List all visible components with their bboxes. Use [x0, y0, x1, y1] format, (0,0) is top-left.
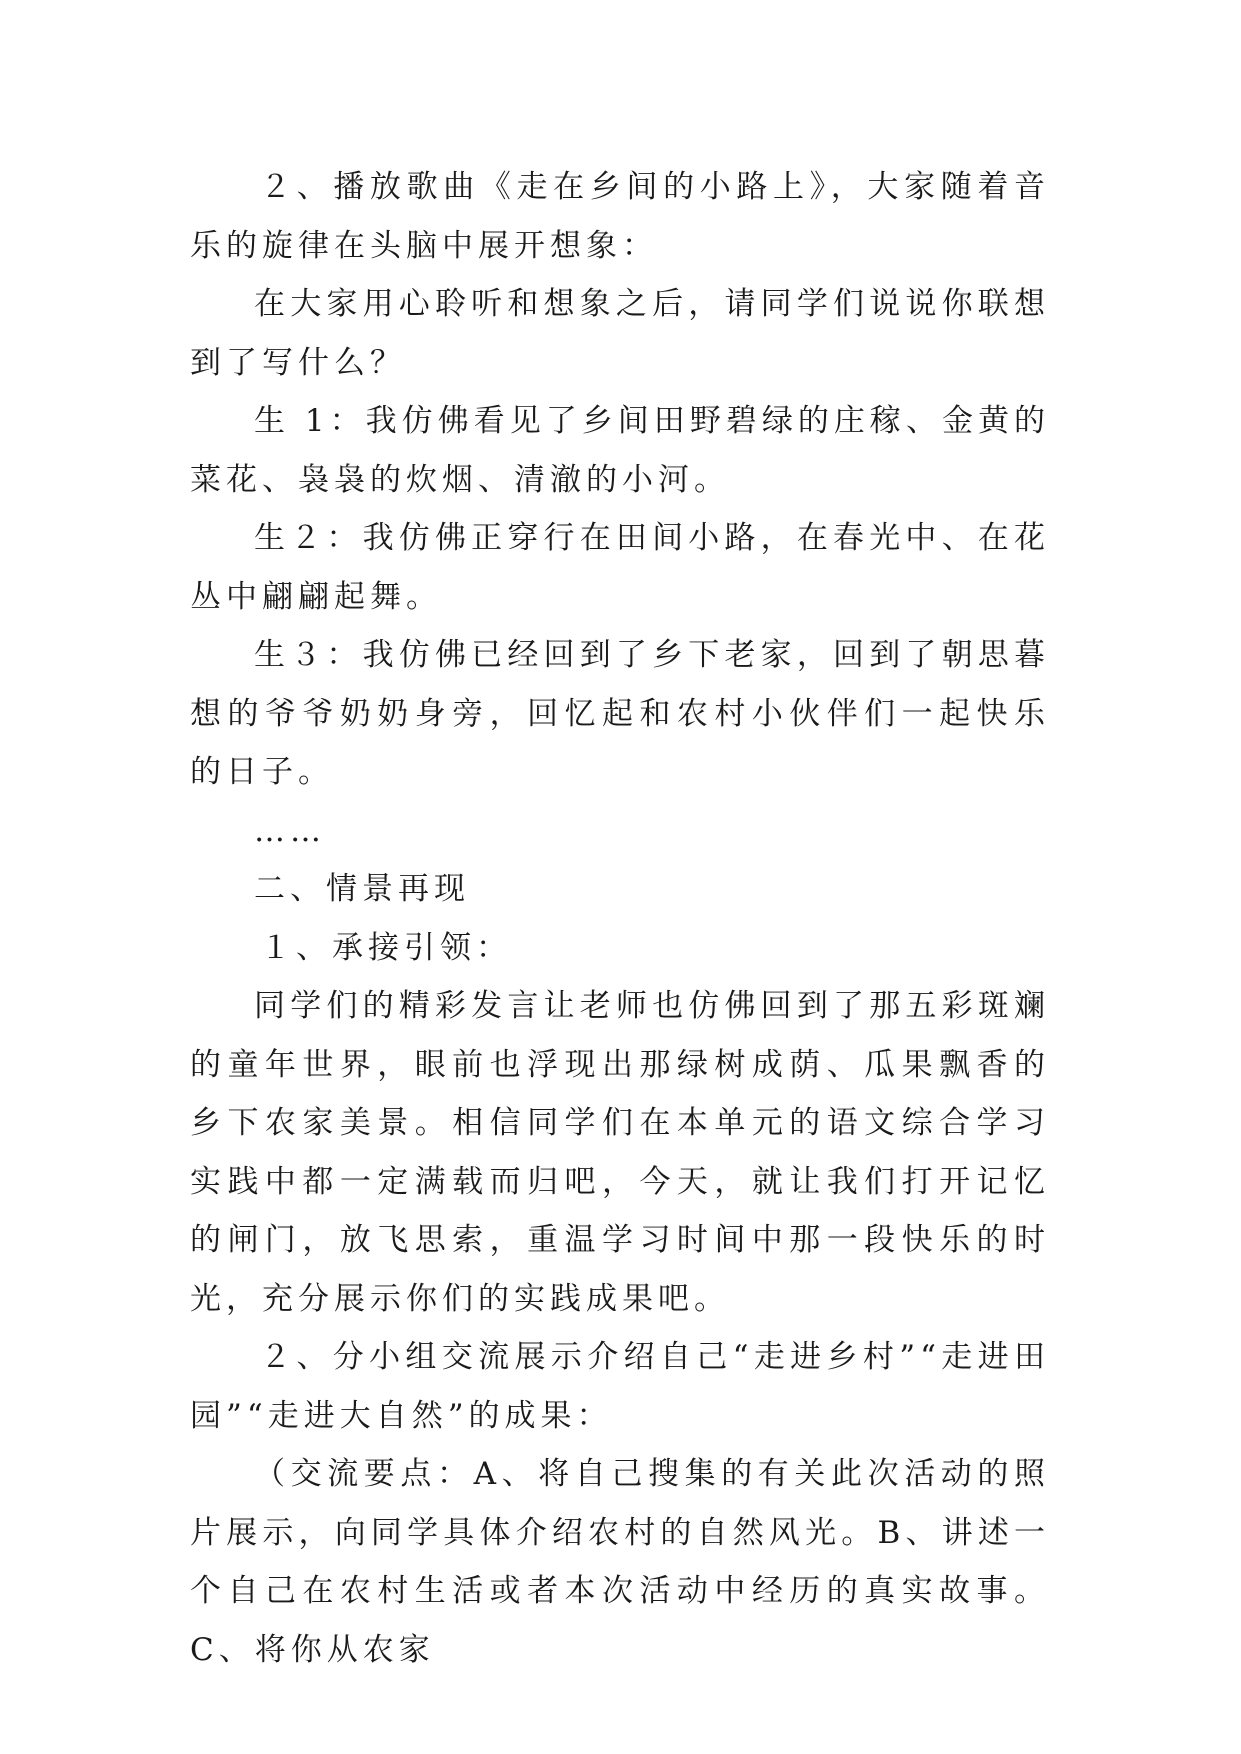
section-heading-scene: 二、情景再现 — [254, 871, 470, 907]
paragraph-lead-in-heading: １、承接引领： — [260, 929, 512, 966]
paragraph-student-2: 生２：我仿佛正穿行在田间小路，在春光中、在花丛中翩翩起舞。 — [190, 520, 1050, 615]
paragraph-student-1: 生 1：我仿佛看见了乡间田野碧绿的庄稼、金黄的菜花、袅袅的炊烟、清澈的小河。 — [190, 403, 1050, 498]
paragraph-exchange-points: （交流要点：A、将自己搜集的有关此次活动的照片展示，向同学具体介绍农村的自然风光。B、讲述一个自己在农村生活或者本次活动中经历的真实故事。C、将你从农家 — [190, 1456, 1050, 1668]
paragraph-teacher-lead: 同学们的精彩发言让老师也仿佛回到了那五彩斑斓的童年世界，眼前也浮现出那绿树成荫、瓜果飘香的乡下农家美景。相信同学们在本单元的语文综合学习实践中都一定满载而归吧，今天，就让我们打开记忆的闸门，放飞思索，重温学习时间中那一段快乐的时光，充分展示你们的实践成果吧。 — [190, 988, 1050, 1317]
paragraph-listen-prompt: 在大家用心聆听和想象之后，请同学们说说你联想到了写什么？ — [190, 286, 1050, 381]
document-body — [190, 158, 1050, 1679]
paragraph-student-3: 生３：我仿佛已经回到了乡下老家，回到了朝思暮想的爷爷奶奶身旁，回忆起和农村小伙伴们一起快乐的日子。 — [190, 637, 1050, 790]
paragraph-song-activity: ２、播放歌曲《走在乡间的小路上》，大家随着音乐的旋律在头脑中展开想象： — [190, 169, 1050, 264]
paragraph-ellipsis: …… — [254, 812, 326, 849]
paragraph-group-exchange: ２、分小组交流展示介绍自己“走进乡村”“走进田园”“走进大自然”的成果： — [190, 1339, 1050, 1434]
